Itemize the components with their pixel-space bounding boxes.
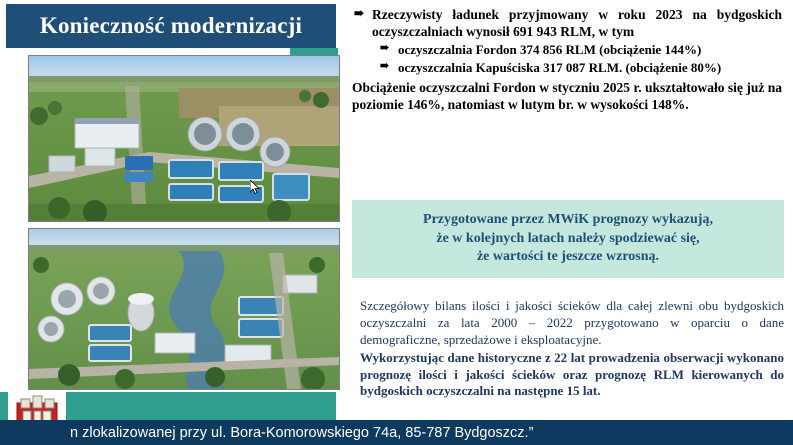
bottom-text-block <box>360 298 784 400</box>
callout-line-1: Przygotowane przez MWiK prognozy wykazują, <box>423 211 713 227</box>
bullet-text: oczyszczalnia Kapuściska 317 087 RLM. (obciążenie 80%) <box>398 60 722 76</box>
bullet-level2-2 <box>352 60 782 76</box>
arrow-bullet-icon: ➠ <box>354 6 365 20</box>
paragraph-balance-regular: Szczegółowy bilans ilości i jakości ścieków dla całej zlewni obu bydgoskich oczyszczalni za lata 2000 – 2022 przygotowano w oparciu o dane demograficzne, sprzedażowe i eksploatacyjne. <box>360 298 784 347</box>
page-title: Konieczność modernizacji <box>39 13 303 38</box>
callout-line-2: że w kolejnych latach należy spodziewać się, <box>436 230 700 246</box>
bullet-text: oczyszczalnia Fordon 374 856 RLM (obciążenie 144%) <box>398 42 702 57</box>
photo-treatment-plant-top <box>28 55 340 222</box>
caption-text: n zlokalizowanej przy ul. Bora-Komorowskiego 74a, 85-787 Bydgoszcz.” <box>70 424 534 441</box>
photo-treatment-plant-bottom <box>28 228 340 390</box>
callout-forecast-box <box>352 200 784 278</box>
caption-strip <box>0 420 793 445</box>
arrow-bullet-icon: ➠ <box>380 60 390 73</box>
arrow-bullet-icon: ➠ <box>380 42 390 54</box>
paragraph-fordon-load: Obciążenie oczyszczalni Fordon w styczniu 2025 r. ukształtowało się już na poziomie 146%, natomiast w lutym br. w wysokości 148%. <box>352 79 782 113</box>
bullet-text: Rzeczywisty ładunek przyjmowany w roku 2023 na bydgoskich oczyszczalniach wynosił 691 943 RLM, w tym <box>372 7 782 39</box>
slide-title-box <box>6 4 336 48</box>
paragraph-forecast-bold: Wykorzystując dane historyczne z 22 lat prowadzenia obserwacji wykonano prognozę ilości i jakości ścieków oraz prognozę RLM kierowanych do bydgoskich oczyszczalni na następne 15 lat. <box>360 349 784 399</box>
right-content-column <box>352 6 782 113</box>
bullet-level2-1 <box>352 42 782 58</box>
callout-line-3: że wartości te jeszcze wzrosną. <box>476 249 660 265</box>
bullet-level1-1 <box>352 6 782 40</box>
